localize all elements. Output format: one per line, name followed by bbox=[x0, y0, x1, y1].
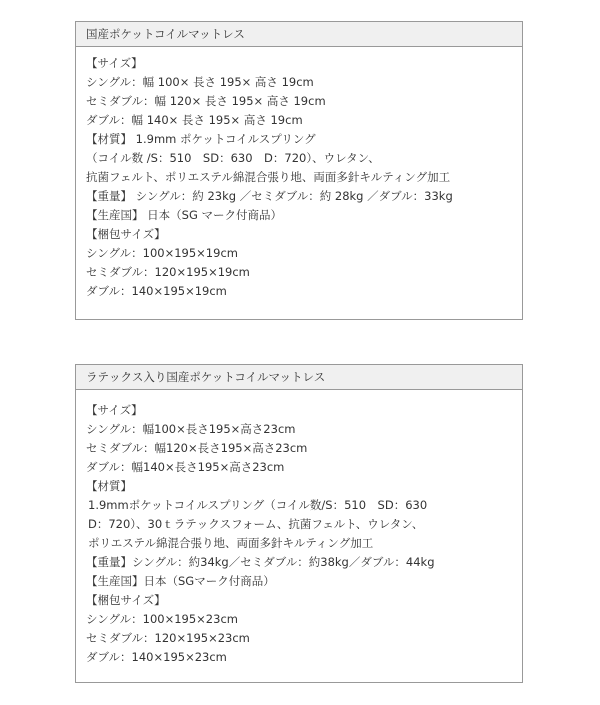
spec-line: シングル：幅100×長さ195×高さ23cm bbox=[86, 422, 296, 436]
spec-line: 【生産国】日本（SGマーク付商品） bbox=[86, 574, 275, 588]
spec-panel-pocket-coil bbox=[75, 21, 523, 320]
spec-line: 【梱包サイズ】 bbox=[86, 227, 166, 241]
spec-line: セミダブル：120×195×19cm bbox=[86, 265, 250, 279]
spec-line: シングル：100×195×19cm bbox=[86, 246, 238, 260]
spec-line: セミダブル：120×195×23cm bbox=[86, 631, 250, 645]
spec-line: シングル：幅 100× 長さ 195× 高さ 19cm bbox=[86, 75, 314, 89]
spec-line: ダブル：140×195×23cm bbox=[86, 650, 227, 664]
spec-line: ポリエステル綿混合張り地、両面多針キルティング加工 bbox=[88, 536, 374, 550]
spec-line: 【材質】 bbox=[86, 479, 132, 493]
spec-line: ダブル：幅140×長さ195×高さ23cm bbox=[86, 460, 285, 474]
spec-line: 【材質】 1.9mm ポケットコイルスプリング bbox=[86, 132, 316, 146]
spec-line: 【梱包サイズ】 bbox=[86, 593, 166, 607]
spec-line: D：720）、30ｔラテックスフォーム、抗菌フェルト、ウレタン、 bbox=[88, 517, 424, 531]
spec-line: 【重量】 シングル：約 23kg ／セミダブル：約 28kg ／ダブル：33kg bbox=[86, 189, 453, 203]
panel-title: ラテックス入り国産ポケットコイルマットレス bbox=[76, 365, 522, 390]
spec-line: ダブル：140×195×19cm bbox=[86, 284, 227, 298]
spec-line: セミダブル：幅120×長さ195×高さ23cm bbox=[86, 441, 308, 455]
spec-line: シングル：100×195×23cm bbox=[86, 612, 238, 626]
spec-line: セミダブル：幅 120× 長さ 195× 高さ 19cm bbox=[86, 94, 326, 108]
spec-list bbox=[76, 47, 522, 301]
spec-line: 抗菌フェルト、ポリエステル綿混合張り地、両面多針キルティング加工 bbox=[86, 170, 451, 184]
spec-line: （コイル数 /S：510 SD：630 D：720）、ウレタン、 bbox=[86, 151, 380, 165]
spec-line: ダブル：幅 140× 長さ 195× 高さ 19cm bbox=[86, 113, 303, 127]
spec-list bbox=[76, 390, 522, 667]
spec-line: 1.9mmポケットコイルスプリング（コイル数/S：510 SD：630 bbox=[88, 498, 428, 512]
spec-line: 【生産国】 日本（SG マーク付商品） bbox=[86, 208, 283, 222]
spec-line: 【サイズ】 bbox=[86, 56, 143, 70]
spec-panel-latex-pocket-coil bbox=[75, 364, 523, 683]
spec-line: 【重量】シングル：約34kg／セミダブル：約38kg／ダブル：44kg bbox=[86, 555, 435, 569]
panel-title: 国産ポケットコイルマットレス bbox=[76, 22, 522, 47]
spec-line: 【サイズ】 bbox=[86, 403, 143, 417]
